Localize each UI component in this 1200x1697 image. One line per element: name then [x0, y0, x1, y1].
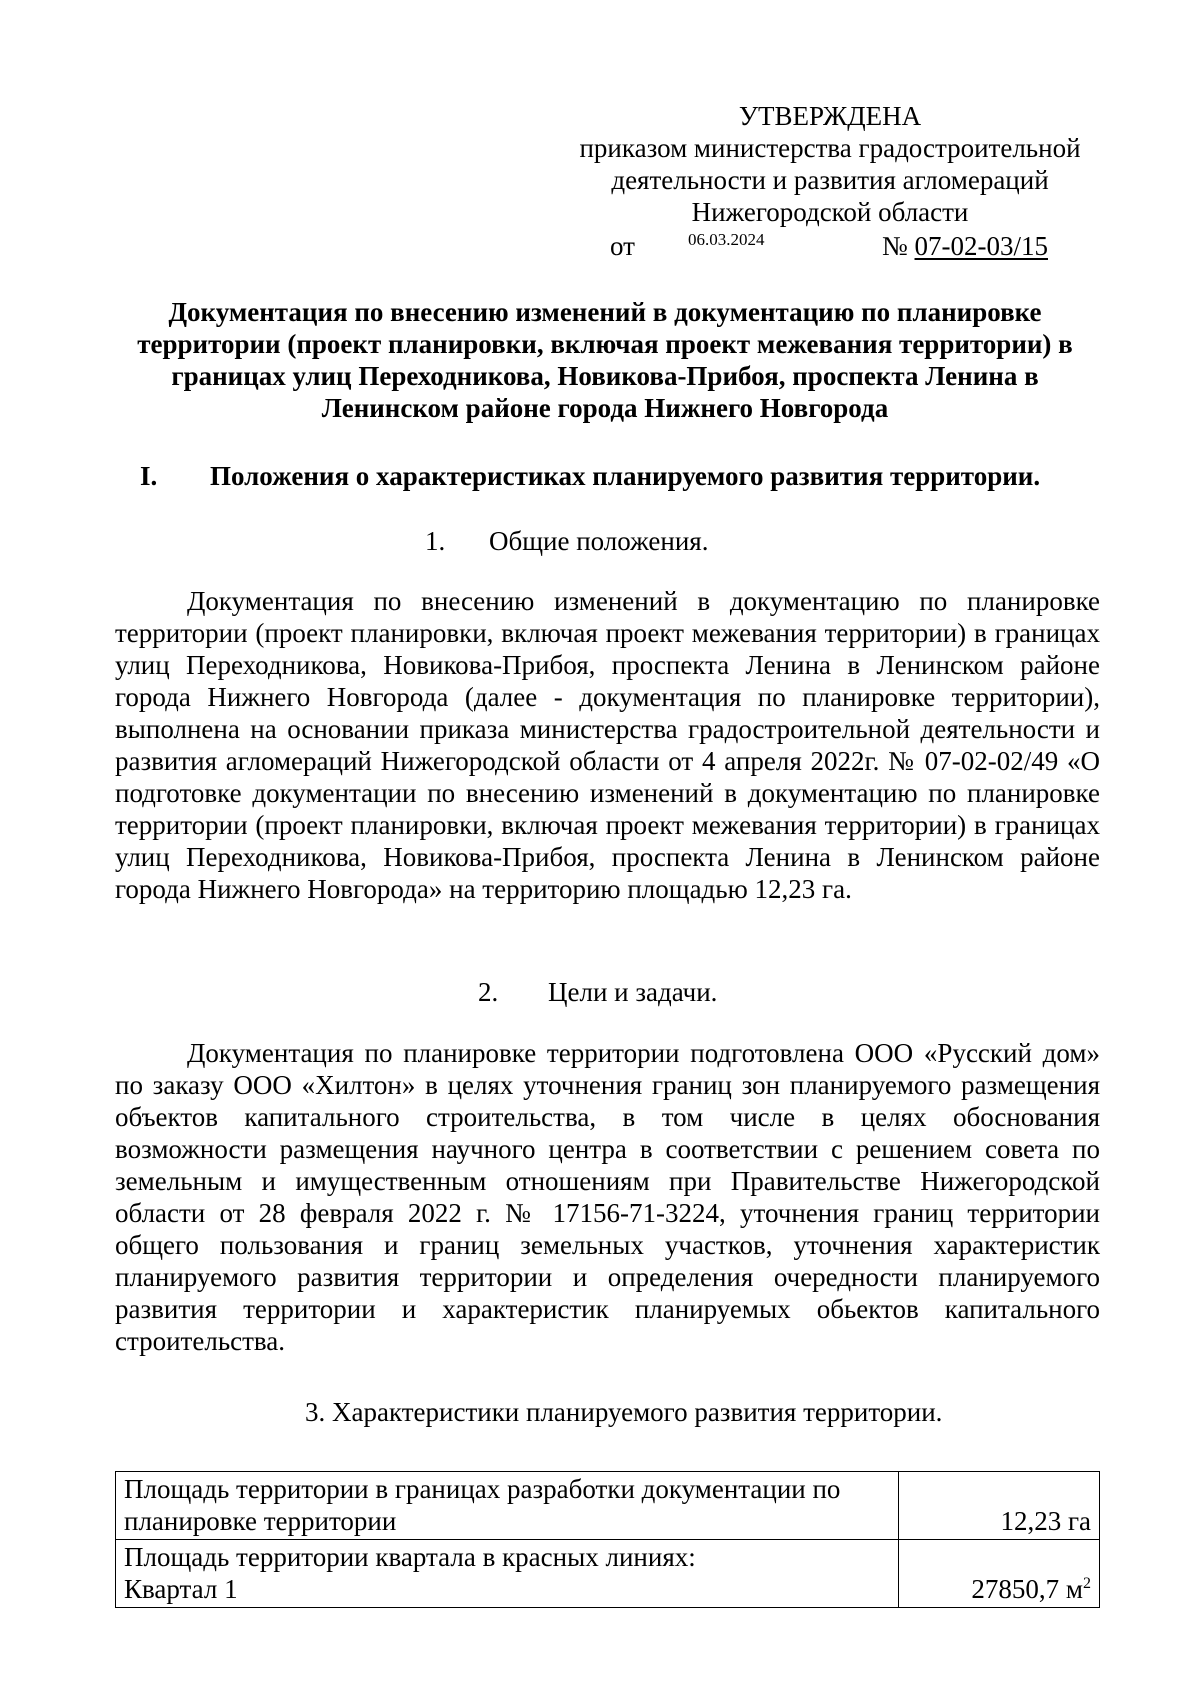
subsection-title: Цели и задачи.: [548, 977, 718, 1007]
order-number-value: 07-02-03/15: [914, 231, 1048, 261]
cell-label-line: Площадь территории квартала в красных линиях:: [124, 1542, 696, 1572]
table-row: [116, 1472, 1100, 1540]
cell-value: 27850,7 м: [971, 1574, 1083, 1604]
approval-block: [560, 100, 1100, 228]
title-line: Ленинском районе города Нижнего Новгорода: [321, 393, 889, 423]
paragraph-goals: Документация по планировке территории подготовлена ООО «Русский дом» по заказу ООО «Хилтон» в целях уточнения границ зон планируемого размещения объектов капитального строительства, в том числе в целях обоснования возможности размещения научного центра в соответствии с решением совета по земельным и имущественным отношениям при Правительстве Нижегородской области от 28 февраля 2022 г. № 17156-71-3224, уточнения границ территории общего пользования и границ земельных участков, уточнения характеристик планируемого развития территории и определения очередности планируемого развития территории и характеристик планируемых обьектов капитального строительства.: [115, 1038, 1100, 1356]
document-title: [110, 296, 1100, 424]
cell-label-line: планировке территории: [124, 1506, 397, 1536]
subsection-number: 2.: [478, 977, 499, 1007]
cell-value: 12,23 га: [1000, 1506, 1091, 1536]
order-date: 06.03.2024: [688, 230, 765, 249]
table-cell-label: [116, 1472, 899, 1540]
title-line: территории (проект планировки, включая проект межевания территории) в: [137, 329, 1073, 359]
title-line: Документация по внесению изменений в документацию по планировке: [168, 297, 1042, 327]
subsection-number: 1.: [425, 526, 446, 556]
title-line: границах улиц Переходникова, Новикова-Прибоя, проспекта Ленина в: [171, 361, 1039, 391]
order-number: [882, 230, 1048, 262]
subsection-heading-1: [425, 525, 925, 557]
subsection-heading-3: [305, 1396, 1005, 1428]
subsection-title: Общие положения.: [489, 526, 709, 556]
approval-line: Нижегородской области: [691, 197, 969, 227]
approval-line: деятельности и развития агломераций: [611, 165, 1049, 195]
number-sign: №: [882, 231, 908, 261]
order-date-number: [610, 230, 1110, 264]
characteristics-table: [115, 1471, 1100, 1608]
cell-label-line: Площадь территории в границах разработки документации по: [124, 1474, 841, 1504]
table-row: [116, 1540, 1100, 1608]
approval-line: приказом министерства градостроительной: [579, 133, 1081, 163]
paragraph-general: Документация по внесению изменений в документацию по планировке территории (проект планировки, включая проект межевания территории) в границах улиц Переходникова, Новикова-Прибоя, проспекта Ленина в Ленинском районе города Нижнего Новгорода (далее - документация по планировке территории), выполнена на основании приказа министерства градостроительной деятельности и развития агломераций Нижегородской области от 4 апреля 2022г. № 07-02-02/49 «О подготовке документации по внесению изменений в документацию по планировке территории (проект планировки, включая проект межевания территории) в границах улиц Переходникова, Новикова-Прибоя, проспекта Ленина в Ленинском районе города Нижнего Новгорода» на территорию площадью 12,23 га.: [115, 586, 1100, 904]
section-title: Положения о характеристиках планируемого развития территории.: [210, 461, 1041, 491]
subsection-heading-2: [478, 976, 878, 1008]
table-cell-value: [899, 1472, 1100, 1540]
subsection-title: 3. Характеристики планируемого развития территории.: [305, 1397, 943, 1427]
table-cell-value: [899, 1540, 1100, 1608]
date-prefix: от: [610, 231, 635, 261]
unit-superscript: 2: [1083, 1575, 1091, 1592]
table-cell-label: [116, 1540, 899, 1608]
section-heading: [140, 460, 1100, 492]
approval-status: УТВЕРЖДЕНА: [738, 101, 922, 131]
cell-label-line: Квартал 1: [124, 1574, 238, 1604]
section-number: I.: [140, 461, 158, 491]
